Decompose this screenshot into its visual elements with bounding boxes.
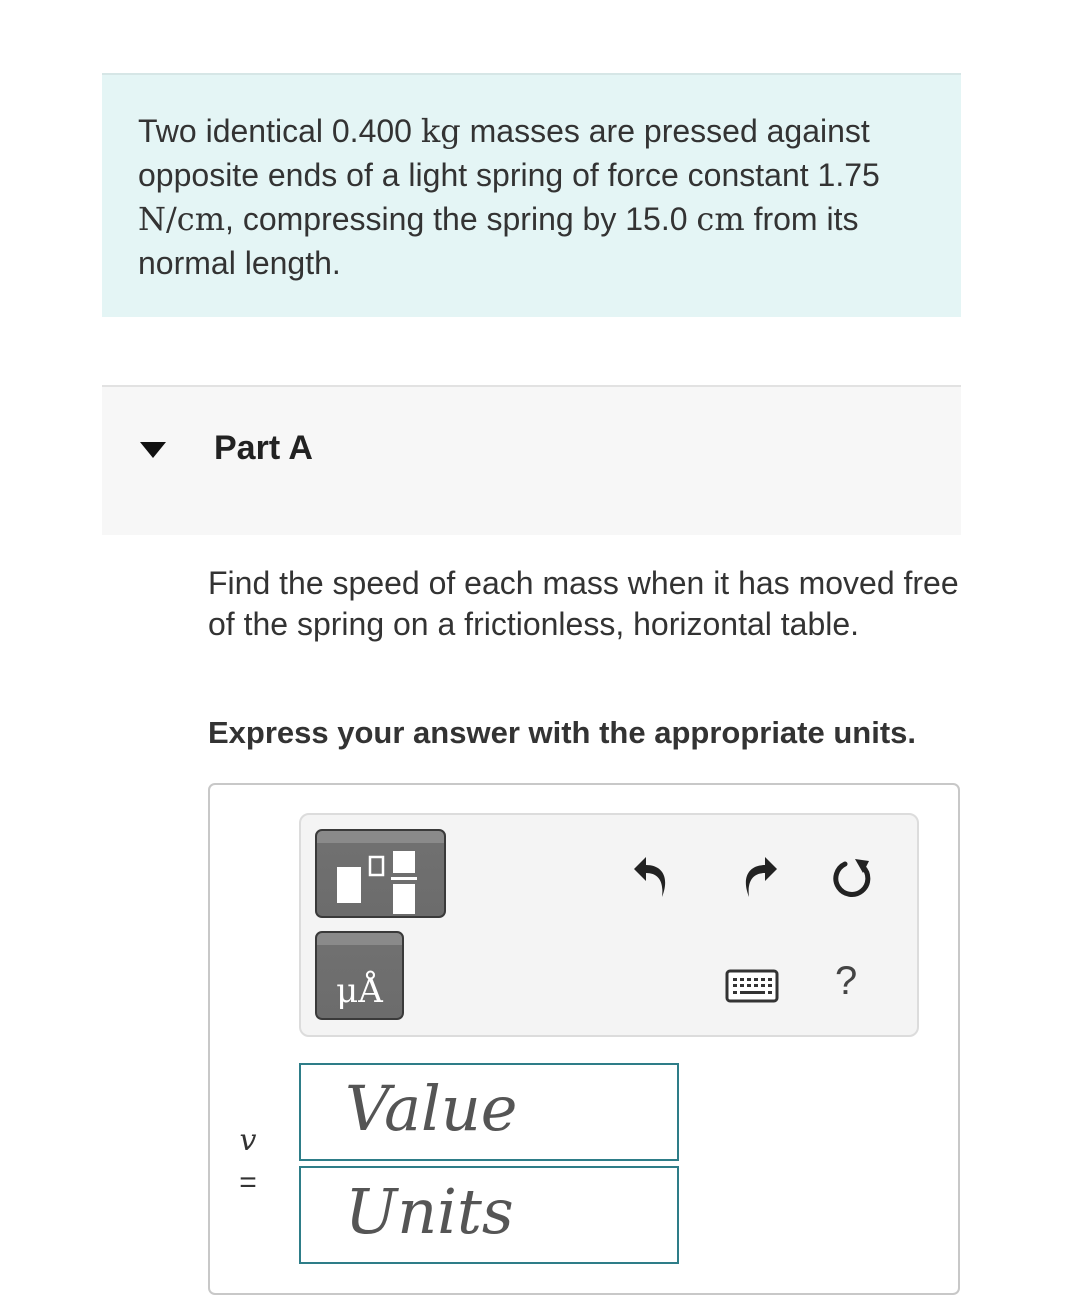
math-toolbar — [299, 813, 919, 1037]
reset-icon — [829, 855, 875, 901]
collapse-caret-icon[interactable] — [140, 442, 166, 458]
units-input[interactable]: Units — [299, 1166, 679, 1264]
part-a-header[interactable] — [102, 385, 961, 535]
help-icon: ? — [835, 959, 858, 1003]
keyboard-button[interactable] — [725, 969, 779, 1005]
problem-text-3: , compressing the spring by 15.0 — [225, 201, 697, 237]
answer-instruction: Express your answer with the appropriate units. — [208, 715, 917, 750]
reset-button[interactable] — [829, 855, 875, 901]
unit-kg: kg — [420, 112, 461, 150]
equals-sign: = — [239, 1166, 257, 1199]
answer-area — [208, 783, 960, 1295]
redo-icon — [733, 855, 779, 901]
unit-cm: cm — [696, 200, 745, 238]
question-text: Find the speed of each mass when it has moved free of the spring on a frictionless, horizontal table. — [208, 565, 959, 642]
templates-icon — [317, 831, 444, 916]
value-input[interactable]: Value — [299, 1063, 679, 1161]
problem-statement — [138, 109, 938, 285]
undo-button[interactable] — [632, 855, 678, 901]
problem-text-2: masses are pressed against opposite ends of a light spring of force constant 1.75 — [138, 113, 880, 193]
redo-button[interactable] — [733, 855, 779, 901]
problem-statement-box — [102, 73, 961, 317]
answer-variable: v — [239, 1123, 257, 1158]
templates-button[interactable] — [315, 829, 446, 918]
problem-text-1: Two identical 0.400 — [138, 113, 421, 149]
units-icon: μÅ — [336, 971, 383, 1011]
unit-n-per-cm: N/cm — [138, 200, 226, 238]
keyboard-icon — [725, 969, 779, 1005]
part-title: Part A — [214, 429, 313, 467]
help-button[interactable] — [835, 959, 857, 1004]
undo-icon — [632, 855, 678, 901]
units-button[interactable] — [315, 931, 404, 1020]
problem-text-4: from its normal length. — [138, 201, 859, 281]
